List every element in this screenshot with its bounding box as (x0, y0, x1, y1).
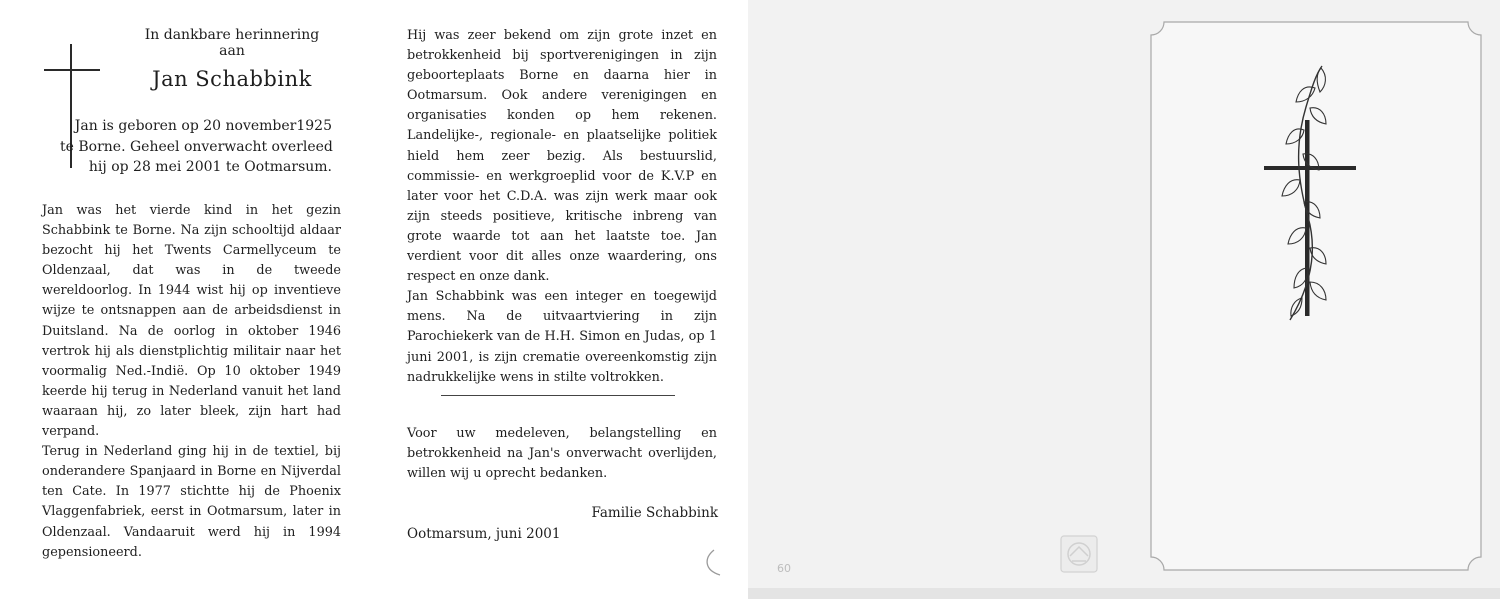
thanks-text: Voor uw medeleven, belangstelling en betrokkenheid na Jan's onverwacht overlijden, willen wij u oprecht bedanken. (407, 426, 717, 482)
birth-death-line: te Borne. Geheel onverwacht overleed (60, 138, 333, 155)
biography-text (42, 201, 341, 563)
tribute-text (407, 26, 717, 388)
birth-death-line: hij op 28 mei 2001 te Ootmarsum. (88, 159, 332, 175)
deceased-name: Jan Schabbink (152, 67, 312, 91)
scan-edge-strip (748, 588, 1500, 599)
place-date: Ootmarsum, juni 2001 (407, 526, 561, 542)
family-signature: Familie Schabbink (591, 505, 718, 521)
biography-paragraph: Terug in Nederland ging hij in de textiel, bij onderandere Spanjaard in Borne en Nijverdal ten Cate. In 1977 stichtte hij de Phoenix Vlaggenfabriek, eerst in Ootmarsum, later in Oldenzaal. Vandaaruit werd hij in 1994 gepensioneerd. (42, 444, 341, 560)
birth-death-line: Jan is geboren op 20 november1925 (74, 118, 332, 134)
section-divider (441, 395, 675, 396)
tribute-paragraph: Jan Schabbink was een integer en toegewijd mens. Na de uitvaartviering in zijn Parochiekerk van de H.H. Simon en Judas, op 1 juni 2001, is zijn crematie overeenkomstig zijn nadrukkelijke wens in stilte voltrokken. (407, 289, 717, 385)
printer-logo-icon (1060, 535, 1098, 573)
cross-with-olive-branch-icon (1258, 62, 1362, 324)
tribute-paragraph: Hij was zeer bekend om zijn grote inzet en betrokkenheid bij sportverenigingen in zijn geboorteplaats Borne en daarna hier in Ootmarsum. Ook andere verenigingen en organisaties konden op hem rekenen. Landelijke-, regionale- en plaatselijke politiek hield hem zeer bezig. Als bestuurslid, commissie- en werkgroeplid voor de K.V.P en later voor het C.D.A. was zijn werk maar ook zijn steeds positieve, kritische inbreng van grote waarde tot aan het laatste toe. Jan verdient voor dit alles onze waardering, ons respect en onze dank. (407, 28, 717, 285)
biography-paragraph: Jan was het vierde kind in het gezin Schabbink te Borne. Na zijn schooltijd aldaar bezocht hij het Twents Carmellyceum te Oldenzaal, dat was in de tweede wereldoorlog. In 1944 wist hij op inventieve wijze te ontsnappen aan de arbeidsdienst in Duitsland. Na de oorlog in oktober 1946 vertrok hij als dienstplichtig militair naar het voormalig Ned.-Indië. Op 10 oktober 1949 keerde hij terug in Nederland vanuit het land waaraan hij, zo later bleek, zijn hart had verpand. (42, 203, 341, 440)
pen-mark-icon (700, 548, 724, 578)
memory-heading: In dankbare herinnering aan (144, 27, 320, 59)
birth-death-block (60, 116, 332, 178)
page-number: 60 (777, 562, 791, 575)
latin-cross-icon-bar (44, 69, 100, 71)
